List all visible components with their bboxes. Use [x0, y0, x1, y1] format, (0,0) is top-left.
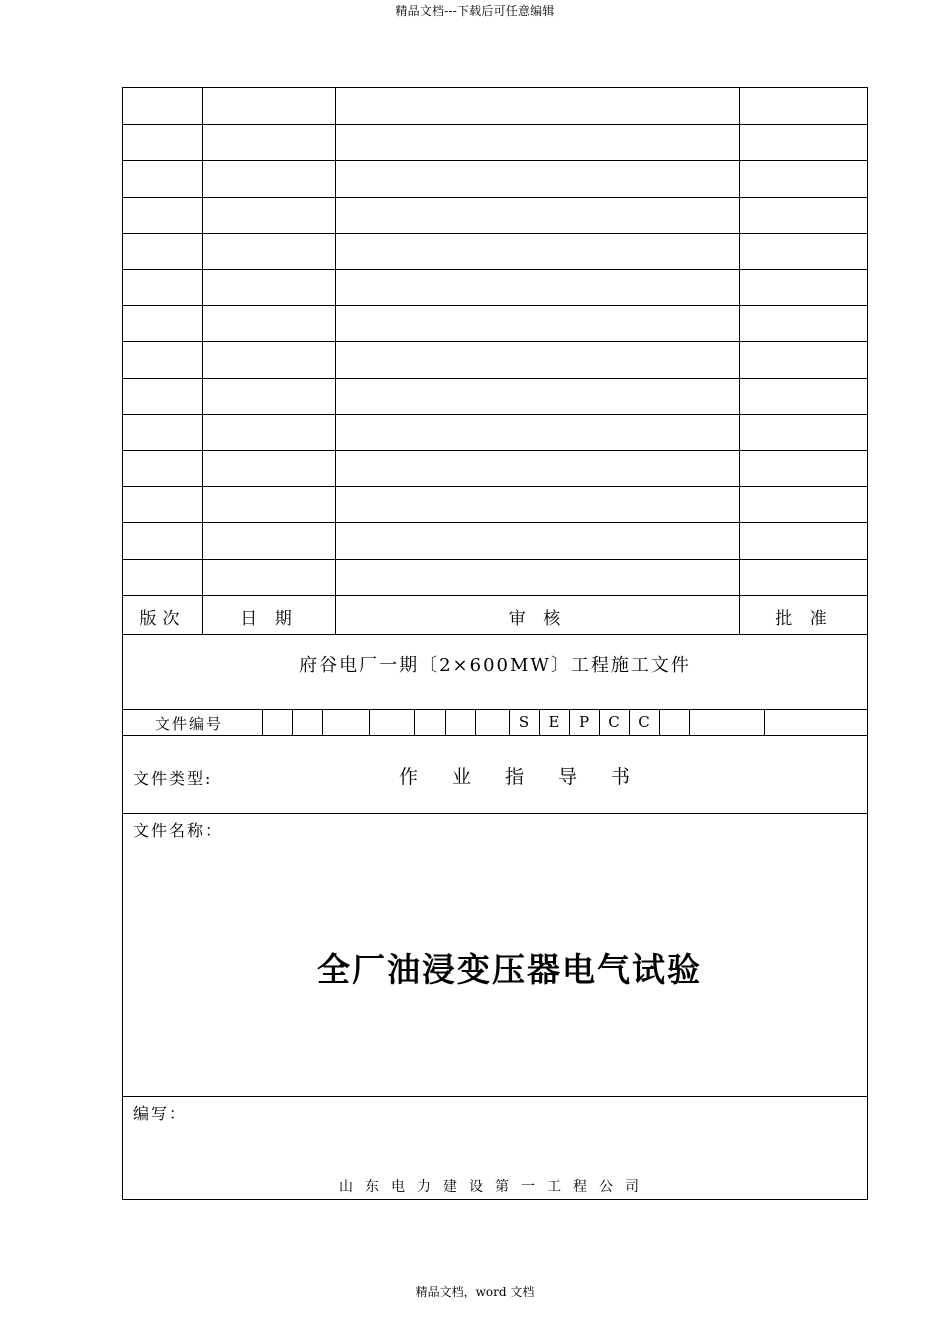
- file-code-cell-divider: [764, 709, 765, 735]
- project-name: 府谷电厂一期〔2×600MW〕工程施工文件: [299, 655, 691, 676]
- page-header: 精品文档---下载后可任意编辑: [395, 4, 555, 18]
- section-divider: [123, 634, 867, 635]
- file-code-cell-divider: [292, 709, 293, 735]
- company-name: 山东电力建设第一工程公司: [339, 1179, 651, 1195]
- file-code-cell-divider: [414, 709, 415, 735]
- revision-row-line: [123, 486, 867, 487]
- revision-row-line: [123, 341, 867, 342]
- revision-row-line: [123, 233, 867, 234]
- file-code-letter: C: [638, 713, 650, 731]
- header-review: 审 核: [508, 609, 567, 629]
- document-title: 全厂油浸变压器电气试验: [317, 950, 702, 989]
- revision-row-line: [123, 160, 867, 161]
- revision-row-line: [123, 378, 867, 379]
- file-name-label: 文件名称：: [133, 821, 224, 840]
- file-code-letter: E: [548, 713, 560, 731]
- file-code-cell-divider: [445, 709, 446, 735]
- section-divider: [123, 813, 867, 814]
- file-type-value: 作业指导书: [399, 766, 665, 788]
- section-divider: [123, 735, 867, 736]
- revision-row-line: [123, 450, 867, 451]
- revision-row-line: [123, 305, 867, 306]
- file-code-cell-divider: [369, 709, 370, 735]
- file-code-letter: S: [518, 713, 530, 731]
- revision-row-line: [123, 559, 867, 560]
- header-date: 日 期: [240, 609, 298, 629]
- file-code-letter: P: [578, 713, 590, 731]
- file-code-cell-divider: [659, 709, 660, 735]
- file-code-label: 文件编号: [155, 715, 224, 733]
- page-footer: 精品文档，word 文档: [415, 1285, 535, 1299]
- revision-row-line: [123, 197, 867, 198]
- column-divider: [739, 88, 740, 634]
- file-code-cell-divider: [322, 709, 323, 735]
- revision-row-line: [123, 269, 867, 270]
- header-version: 版次: [139, 609, 186, 629]
- section-divider: [123, 1096, 867, 1097]
- file-type-label: 文件类型:: [133, 769, 213, 788]
- file-code-cell-divider: [689, 709, 690, 735]
- header-approve: 批 准: [775, 609, 833, 629]
- revision-row-line: [123, 124, 867, 125]
- column-divider: [335, 88, 336, 634]
- section-divider: [123, 709, 867, 710]
- revision-row-line: [123, 414, 867, 415]
- file-code-letter: C: [608, 713, 620, 731]
- document-cover-form: [122, 87, 868, 1200]
- file-code-cell-divider: [262, 709, 263, 735]
- file-code-cell-divider: [475, 709, 476, 735]
- revision-row-line: [123, 522, 867, 523]
- column-divider: [202, 88, 203, 634]
- revision-row-line: [123, 595, 867, 596]
- author-label: 编写：: [133, 1104, 188, 1123]
